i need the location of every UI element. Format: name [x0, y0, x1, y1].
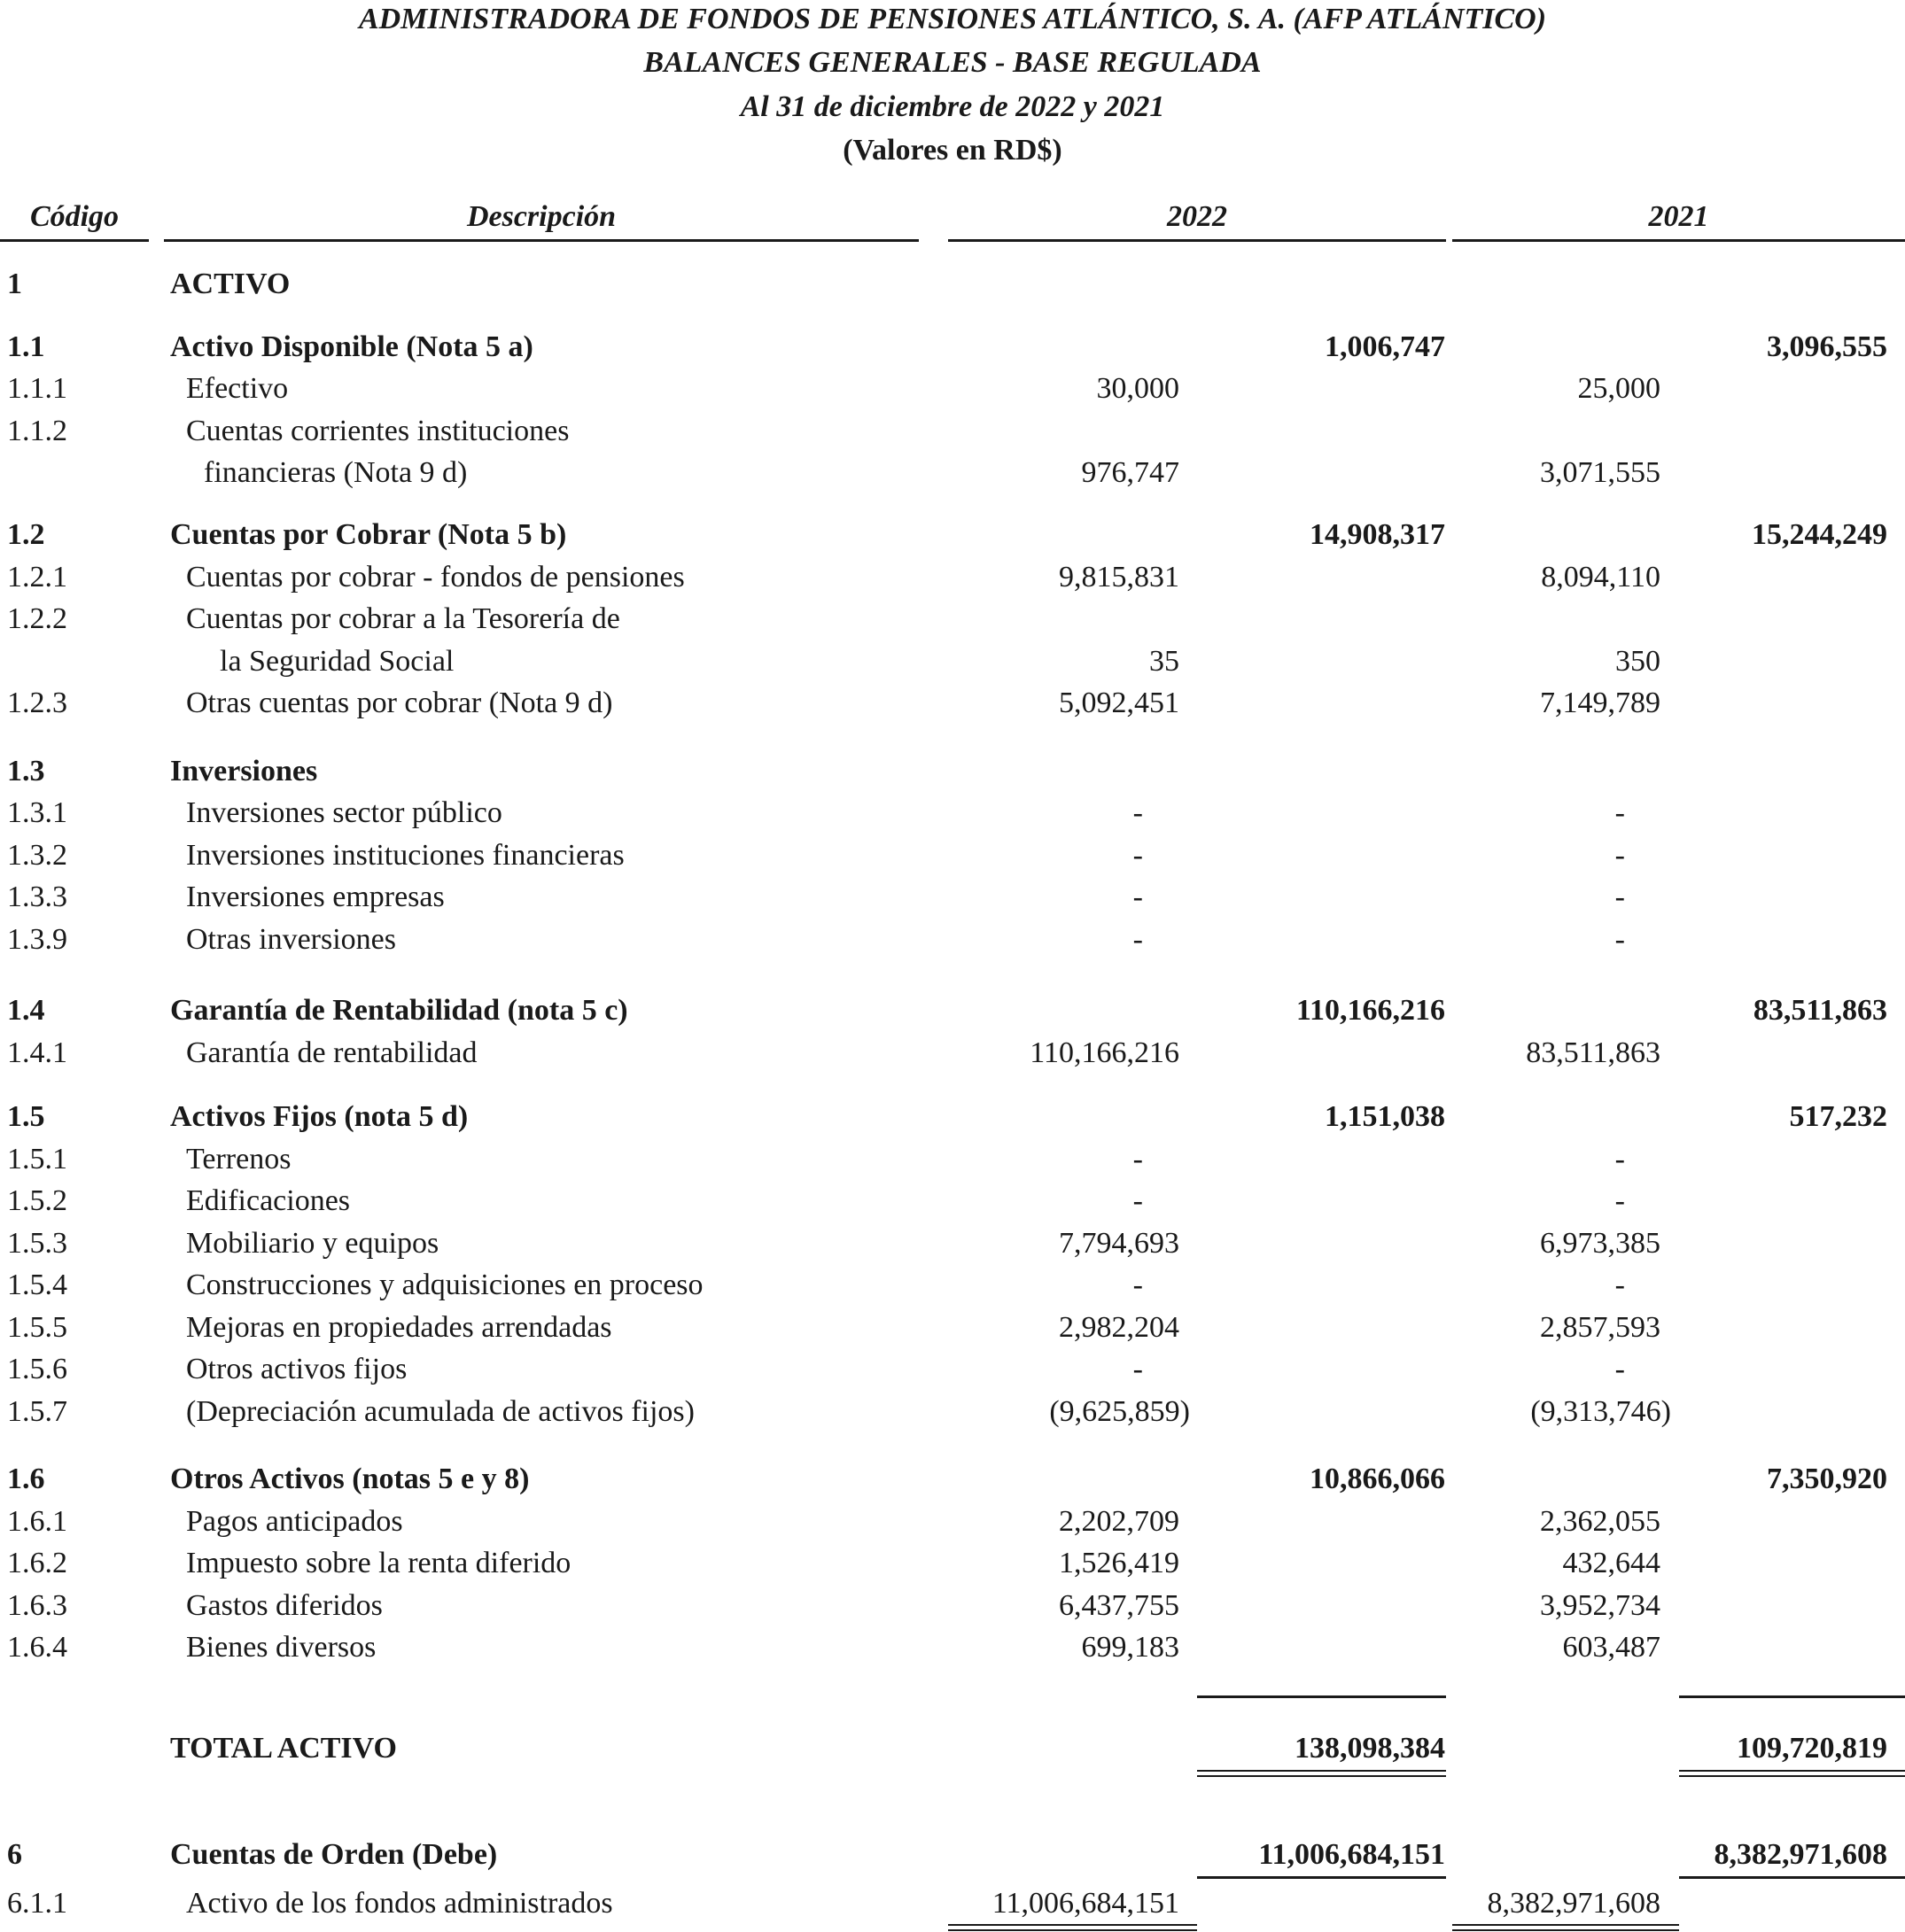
total-2022: 1,151,038 — [1325, 1100, 1445, 1133]
row-code: 1.5.4 — [7, 1269, 67, 1301]
total-2022: 110,166,216 — [1295, 994, 1445, 1027]
table-row — [0, 1180, 1905, 1222]
table-row — [0, 1585, 1905, 1627]
table-row — [0, 1391, 1905, 1433]
column-header-description: Descripción — [466, 200, 617, 233]
company-title: ADMINISTRADORA DE FONDOS DE PENSIONES ATLÁNTICO, S. A. (AFP ATLÁNTICO) — [358, 3, 1547, 35]
column-header-2022: 2022 — [1167, 200, 1227, 233]
table-row — [0, 452, 1905, 494]
detail-2021: 8,094,110 — [1541, 561, 1660, 594]
row-description: Inversiones instituciones financieras — [186, 839, 625, 872]
subtotal-row — [0, 989, 1905, 1032]
row-code: 1.6.2 — [7, 1547, 67, 1579]
row-description: Efectivo — [186, 372, 289, 405]
detail-2022: 35 — [1149, 645, 1179, 678]
detail-2021: 603,487 — [1562, 1631, 1660, 1664]
total-2021: 109,720,819 — [1737, 1732, 1887, 1765]
detail-2021: - — [1614, 1353, 1625, 1385]
row-code: 1.3.3 — [7, 881, 67, 913]
row-code: 1.3.9 — [7, 923, 67, 956]
table-row — [0, 1264, 1905, 1307]
detail-2022: 9,815,831 — [1059, 561, 1179, 594]
row-code: 6.1.1 — [7, 1887, 67, 1920]
row-description: Otros Activos (notas 5 e y 8) — [170, 1463, 530, 1495]
row-code: 1.6.4 — [7, 1631, 67, 1664]
row-code: 1 — [7, 268, 22, 300]
row-code: 1.2.1 — [7, 561, 67, 594]
double-rule-2022 — [1197, 1770, 1446, 1777]
table-row — [0, 410, 1905, 453]
table-row — [0, 556, 1905, 599]
column-header-2021: 2021 — [1648, 200, 1709, 233]
detail-2021: 7,149,789 — [1540, 687, 1660, 719]
detail-2021: 3,952,734 — [1540, 1589, 1660, 1622]
row-description: Cuentas por Cobrar (Nota 5 b) — [170, 518, 567, 551]
table-row — [0, 682, 1905, 725]
row-description: Otros activos fijos — [186, 1353, 408, 1385]
total-2021: 7,350,920 — [1767, 1463, 1887, 1495]
table-row — [0, 368, 1905, 410]
double-rule-detail-2022 — [948, 1924, 1197, 1931]
row-code: 1.5.1 — [7, 1143, 67, 1175]
row-code: 1.3.1 — [7, 796, 67, 829]
detail-2022: 1,526,419 — [1059, 1547, 1179, 1579]
total-2021: 517,232 — [1789, 1100, 1887, 1133]
detail-2021: - — [1614, 1269, 1625, 1301]
detail-2021: (9,313,746) — [1530, 1395, 1671, 1428]
total-rule-2022 — [1197, 1695, 1446, 1698]
detail-2021: 432,644 — [1562, 1547, 1660, 1579]
column-header-code: Código — [29, 200, 120, 233]
table-row — [0, 1222, 1905, 1265]
detail-2022: - — [1132, 881, 1143, 913]
row-code: 1.3.2 — [7, 839, 67, 872]
row-code: 1.1.2 — [7, 415, 67, 447]
section-activo — [0, 263, 1905, 306]
row-description: Bienes diversos — [186, 1631, 377, 1664]
row-description: Inversiones empresas — [186, 881, 445, 913]
row-description: Garantía de rentabilidad — [186, 1036, 478, 1069]
row-description: Otras cuentas por cobrar (Nota 9 d) — [186, 687, 613, 719]
row-code: 1.6.3 — [7, 1589, 67, 1622]
detail-2022: - — [1132, 796, 1143, 829]
total-2021: 3,096,555 — [1767, 330, 1887, 363]
detail-2021: 83,511,863 — [1526, 1036, 1660, 1069]
memo-rule-2022 — [1197, 1876, 1446, 1879]
row-code: 1.4 — [7, 994, 45, 1027]
statement-date: Al 31 de diciembre de 2022 y 2021 — [740, 90, 1165, 123]
column-header-rule — [164, 239, 919, 242]
detail-2021: 350 — [1615, 645, 1660, 678]
table-row — [0, 640, 1905, 683]
detail-2021: - — [1614, 839, 1625, 872]
row-description: Impuesto sobre la renta diferido — [186, 1547, 572, 1579]
row-description: Inversiones — [170, 755, 318, 788]
column-header-rule — [0, 239, 149, 242]
total-2022: 1,006,747 — [1325, 330, 1445, 363]
row-description: Activo de los fondos administrados — [186, 1887, 613, 1920]
row-description: financieras (Nota 9 d) — [204, 456, 468, 489]
row-code: 1.5.3 — [7, 1227, 67, 1260]
detail-2022: 2,202,709 — [1059, 1505, 1179, 1538]
row-description: Construcciones y adquisiciones en proceso — [186, 1269, 704, 1301]
units-note: (Valores en RD$) — [843, 134, 1062, 167]
total-2022: 14,908,317 — [1310, 518, 1445, 551]
total-activo-row — [0, 1727, 1905, 1770]
row-description: Edificaciones — [186, 1184, 351, 1217]
double-rule-detail-2021 — [1452, 1924, 1679, 1931]
table-row — [0, 1348, 1905, 1391]
total-2021: 8,382,971,608 — [1714, 1838, 1887, 1871]
detail-2022: 699,183 — [1081, 1631, 1179, 1664]
row-code: 1.5.5 — [7, 1311, 67, 1344]
detail-2021: 25,000 — [1577, 372, 1660, 405]
table-row — [0, 792, 1905, 834]
subtotal-row — [0, 326, 1905, 369]
double-rule-2021 — [1679, 1770, 1905, 1777]
total-2021: 83,511,863 — [1753, 994, 1887, 1027]
row-description: Cuentas corrientes instituciones — [186, 415, 570, 447]
memo-rule-2021 — [1679, 1876, 1905, 1879]
table-row — [0, 1626, 1905, 1669]
total-2022: 138,098,384 — [1295, 1732, 1445, 1765]
detail-2021: - — [1614, 1184, 1625, 1217]
detail-2022: 976,747 — [1081, 456, 1179, 489]
subtotal-row — [0, 1458, 1905, 1501]
row-description: Mobiliario y equipos — [186, 1227, 439, 1260]
row-code: 1.2.2 — [7, 602, 67, 635]
detail-2022: - — [1132, 839, 1143, 872]
row-code: 1.1 — [7, 330, 45, 363]
table-row — [0, 1138, 1905, 1181]
detail-2021: - — [1614, 923, 1625, 956]
row-description: Garantía de Rentabilidad (nota 5 c) — [170, 994, 628, 1027]
subtotal-row — [0, 514, 1905, 556]
row-code: 1.5 — [7, 1100, 45, 1133]
detail-2022: 110,166,216 — [1030, 1036, 1179, 1069]
table-row — [0, 919, 1905, 961]
row-code: 1.3 — [7, 755, 45, 788]
detail-2022: 6,437,755 — [1059, 1589, 1179, 1622]
row-description: Mejoras en propiedades arrendadas — [186, 1311, 612, 1344]
column-header-rule — [948, 239, 1446, 242]
detail-2022: - — [1132, 1143, 1143, 1175]
detail-2021: - — [1614, 1143, 1625, 1175]
row-description: Gastos diferidos — [186, 1589, 383, 1622]
row-code: 1.5.2 — [7, 1184, 67, 1217]
row-description: Cuentas de Orden (Debe) — [170, 1838, 498, 1871]
detail-2022: 5,092,451 — [1059, 687, 1179, 719]
row-description: Activos Fijos (nota 5 d) — [170, 1100, 469, 1133]
table-row — [0, 1307, 1905, 1349]
detail-2022: 30,000 — [1096, 372, 1179, 405]
total-2021: 15,244,249 — [1752, 518, 1887, 551]
row-description: Inversiones sector público — [186, 796, 502, 829]
detail-2021: 2,857,593 — [1540, 1311, 1660, 1344]
detail-2022: - — [1132, 1353, 1143, 1385]
detail-2021: 3,071,555 — [1540, 456, 1660, 489]
row-code: 1.5.6 — [7, 1353, 67, 1385]
detail-2021: 2,362,055 — [1540, 1505, 1660, 1538]
subtotal-row — [0, 1096, 1905, 1138]
detail-2021: 6,973,385 — [1540, 1227, 1660, 1260]
detail-2021: - — [1614, 796, 1625, 829]
table-row — [0, 1542, 1905, 1585]
subtotal-row — [0, 750, 1905, 793]
row-code: 1.6.1 — [7, 1505, 67, 1538]
row-code: 1.6 — [7, 1463, 45, 1495]
table-row — [0, 876, 1905, 919]
detail-2021: 8,382,971,608 — [1487, 1887, 1660, 1920]
table-row — [0, 598, 1905, 640]
row-code: 6 — [7, 1838, 22, 1871]
table-row — [0, 834, 1905, 877]
total-2022: 10,866,066 — [1310, 1463, 1445, 1495]
column-header-rule — [1452, 239, 1905, 242]
memo-accounts-row — [0, 1834, 1905, 1876]
table-row — [0, 1032, 1905, 1075]
detail-2021: - — [1614, 881, 1625, 913]
row-description: TOTAL ACTIVO — [170, 1732, 397, 1765]
row-description: la Seguridad Social — [220, 645, 455, 678]
row-description: ACTIVO — [170, 268, 291, 300]
row-description: Cuentas por cobrar - fondos de pensiones — [186, 561, 685, 594]
detail-2022: - — [1132, 923, 1143, 956]
row-description: Otras inversiones — [186, 923, 397, 956]
row-code: 1.2 — [7, 518, 45, 551]
statement-title: BALANCES GENERALES - BASE REGULADA — [643, 46, 1262, 79]
row-code: 1.4.1 — [7, 1036, 67, 1069]
detail-2022: - — [1132, 1184, 1143, 1217]
row-code: 1.1.1 — [7, 372, 67, 405]
detail-2022: (9,625,859) — [1049, 1395, 1190, 1428]
total-2022: 11,006,684,151 — [1258, 1838, 1445, 1871]
row-description: Terrenos — [186, 1143, 292, 1175]
row-code: 1.5.7 — [7, 1395, 67, 1428]
detail-2022: 7,794,693 — [1059, 1227, 1179, 1260]
row-code: 1.2.3 — [7, 687, 67, 719]
row-description: (Depreciación acumulada de activos fijos) — [186, 1395, 695, 1428]
total-rule-2021 — [1679, 1695, 1905, 1698]
detail-2022: 2,982,204 — [1059, 1311, 1179, 1344]
table-row — [0, 1882, 1905, 1925]
table-row — [0, 1501, 1905, 1543]
row-description: Activo Disponible (Nota 5 a) — [170, 330, 533, 363]
detail-2022: 11,006,684,151 — [991, 1887, 1179, 1920]
row-description: Pagos anticipados — [186, 1505, 403, 1538]
row-description: Cuentas por cobrar a la Tesorería de — [186, 602, 620, 635]
detail-2022: - — [1132, 1269, 1143, 1301]
